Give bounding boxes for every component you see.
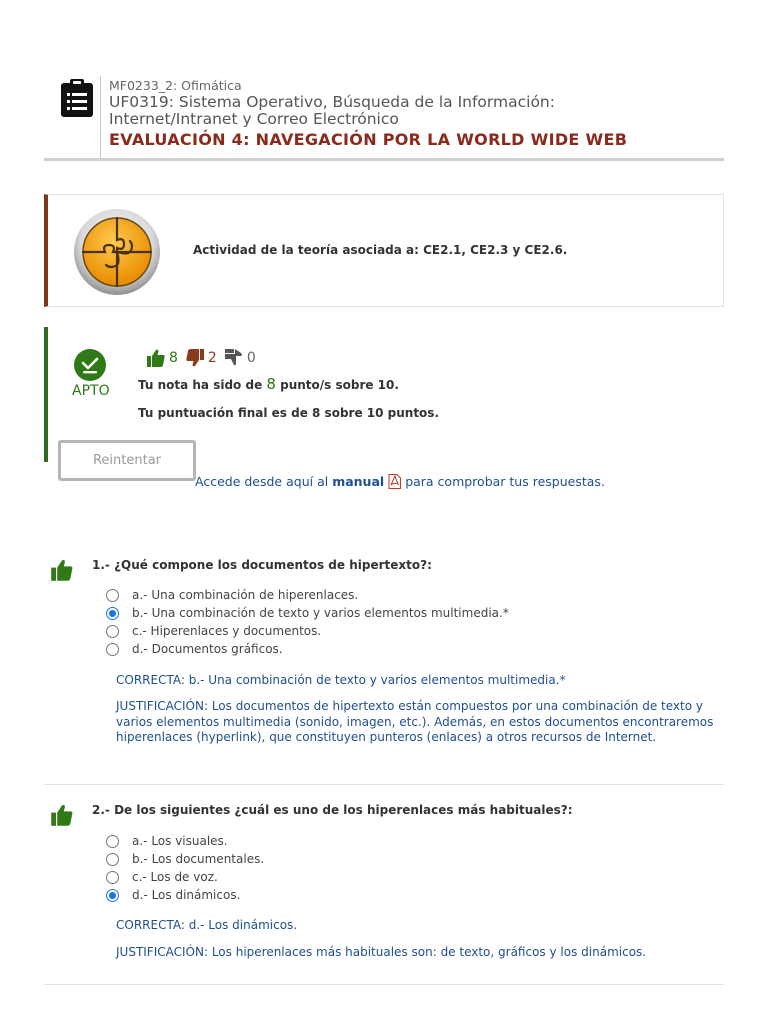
activity-box xyxy=(44,194,724,307)
header-divider xyxy=(100,76,101,158)
grade-value: 8 xyxy=(266,375,276,393)
puzzle-icon xyxy=(72,207,162,297)
blank-count: 0 xyxy=(246,350,256,366)
thumbs-sideways-icon xyxy=(224,348,244,368)
question-divider xyxy=(44,784,724,785)
option-label: d.- Los dinámicos. xyxy=(132,888,241,902)
wrong-count: 2 xyxy=(207,350,217,366)
option-c[interactable] xyxy=(106,624,321,638)
option-label: d.- Documentos gráficos. xyxy=(132,642,283,656)
manual-line xyxy=(195,474,605,489)
activity-text: Actividad de la teoría asociada a: CE2.1, CE2.3 y CE2.6. xyxy=(193,243,568,257)
thumbs-up-icon xyxy=(50,803,74,827)
final-score-text: Tu puntuación final es de 8 sobre 10 puntos. xyxy=(138,406,439,420)
radio-button[interactable] xyxy=(106,589,119,602)
manual-link[interactable]: manual xyxy=(332,474,385,489)
option-label: c.- Hiperenlaces y documentos. xyxy=(132,624,322,638)
status-label: APTO xyxy=(72,383,110,399)
thumbs-down-icon xyxy=(185,348,205,368)
option-c[interactable] xyxy=(106,870,218,884)
option-b[interactable] xyxy=(106,852,264,866)
justification: JUSTIFICACIÓN: Los hiperenlaces más habituales son: de texto, gráficos y los dinámicos. xyxy=(116,945,647,959)
option-d[interactable] xyxy=(106,642,283,656)
thumbs-up-icon xyxy=(50,558,74,582)
check-badge-icon xyxy=(74,349,106,381)
grade-suffix: punto/s sobre 10. xyxy=(275,378,399,392)
correct-answer: CORRECTA: b.- Una combinación de texto y varios elementos multimedia.* xyxy=(116,673,566,687)
option-label: b.- Los documentales. xyxy=(132,852,265,866)
option-d[interactable] xyxy=(106,888,240,902)
option-label: a.- Los visuales. xyxy=(132,834,228,848)
correct-count: 8 xyxy=(169,350,178,366)
option-label: b.- Una combinación de texto y varios elementos multimedia.* xyxy=(132,606,509,620)
question-title: 1.- ¿Qué compone los documentos de hipertexto?: xyxy=(92,558,432,572)
question-1 xyxy=(44,555,724,785)
question-divider xyxy=(44,984,724,985)
grade-prefix: Tu nota ha sido de xyxy=(138,378,267,392)
thumbs-up-icon xyxy=(146,348,166,368)
clipboard-icon xyxy=(60,78,94,118)
option-label: c.- Los de voz. xyxy=(132,870,218,884)
retry-button[interactable]: Reintentar xyxy=(58,440,196,481)
radio-button[interactable] xyxy=(106,871,119,884)
option-a[interactable] xyxy=(106,834,228,848)
grade-text xyxy=(138,375,399,393)
pdf-icon[interactable] xyxy=(388,474,401,489)
page-title: EVALUACIÓN 4: NAVEGACIÓN POR LA WORLD WIDE WEB xyxy=(109,130,628,149)
course-code: MF0233_2: Ofimática xyxy=(109,78,242,93)
justification: JUSTIFICACIÓN: Los documentos de hipertexto están compuestos por una combinación de texto y varios elementos multimedia (sonido, imagen, etc.). Además, en estos documentos encontraremos hiperenlaces (hyperlink), que constituyen punteros (enlaces) a otros recursos de Internet. xyxy=(116,699,714,744)
radio-button[interactable] xyxy=(106,853,119,866)
manual-suffix: para comprobar tus respuestas. xyxy=(405,474,605,489)
radio-button-selected[interactable] xyxy=(106,607,119,620)
manual-prefix: Accede desde aquí al xyxy=(195,474,329,489)
vote-counts xyxy=(146,347,263,369)
radio-button-selected[interactable] xyxy=(106,889,119,902)
radio-button[interactable] xyxy=(106,835,119,848)
course-title: UF0319: Sistema Operativo, Búsqueda de la Información: Internet/Intranet y Correo Electrónico xyxy=(109,93,555,128)
radio-button[interactable] xyxy=(106,625,119,638)
question-2 xyxy=(44,800,724,986)
option-b[interactable] xyxy=(106,606,509,620)
option-a[interactable] xyxy=(106,588,358,602)
radio-button[interactable] xyxy=(106,643,119,656)
question-title: 2.- De los siguientes ¿cuál es uno de los hiperenlaces más habituales?: xyxy=(92,803,573,817)
option-label: a.- Una combinación de hiperenlaces. xyxy=(132,588,359,602)
page-header xyxy=(44,72,724,162)
correct-answer: CORRECTA: d.- Los dinámicos. xyxy=(116,918,298,932)
header-rule xyxy=(44,158,724,161)
